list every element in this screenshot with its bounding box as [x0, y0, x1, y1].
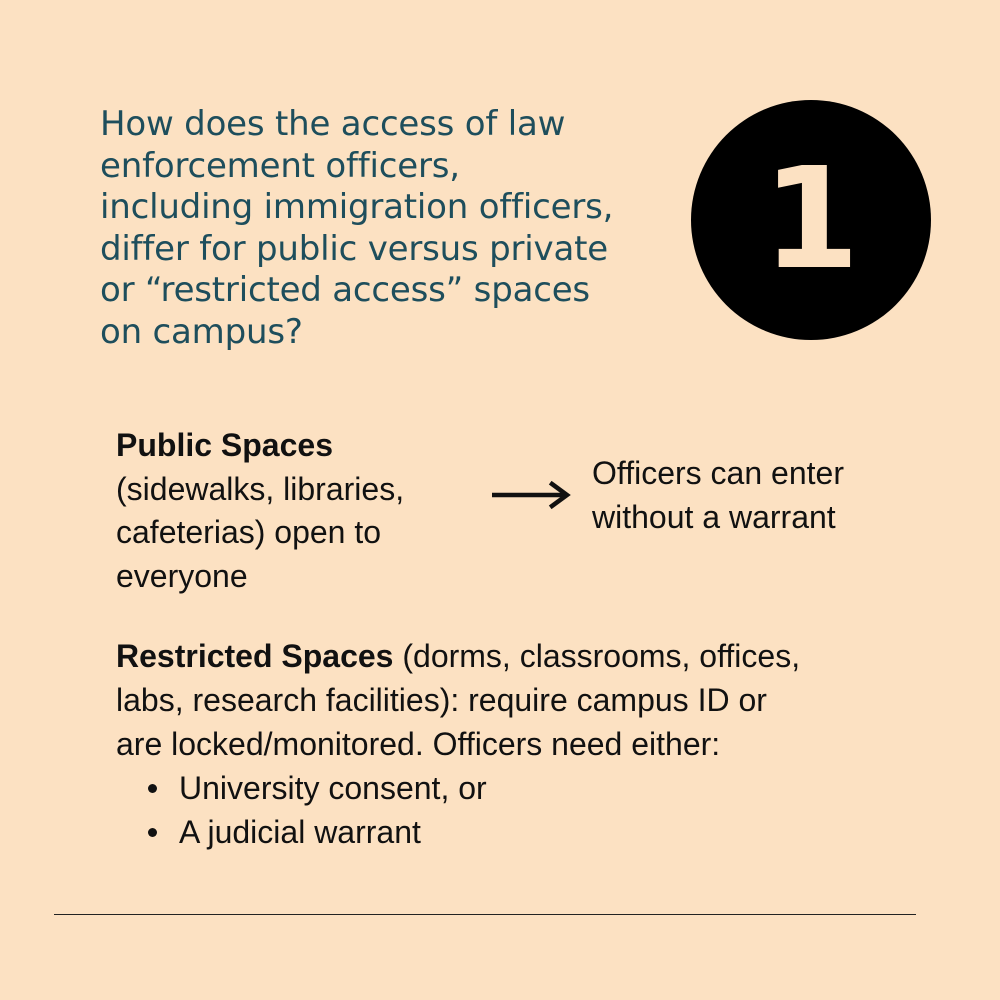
number-badge — [691, 100, 931, 340]
list-item — [116, 810, 956, 854]
divider — [54, 914, 916, 915]
result-line: without a warrant — [592, 498, 836, 535]
bullet-dot-icon — [148, 828, 157, 837]
question-line: enforcement officers, — [100, 145, 460, 186]
public-spaces-description-line: cafeterias) open to — [116, 514, 382, 550]
restricted-line: labs, research facilities): require campus ID or — [116, 682, 767, 718]
restricted-first-line — [116, 634, 956, 678]
public-spaces-block — [116, 424, 486, 598]
badge-number: 1 — [762, 138, 860, 301]
bullet-dot-icon — [148, 784, 157, 793]
restricted-line: are locked/monitored. Officers need either: — [116, 726, 721, 762]
list-item-text: University consent, or — [179, 770, 487, 806]
question-line: How does the access of law — [100, 104, 566, 144]
question-line: differ for public versus private — [100, 228, 608, 269]
question-heading — [100, 104, 680, 353]
question-line: including immigration officers, — [100, 187, 614, 227]
public-spaces-heading: Public Spaces — [116, 427, 333, 463]
restricted-spaces-heading: Restricted Spaces — [116, 638, 394, 674]
public-spaces-result — [592, 452, 932, 539]
public-spaces-description-line: (sidewalks, libraries, — [116, 470, 405, 507]
list-item — [116, 766, 956, 810]
result-line: Officers can enter — [592, 455, 844, 491]
right-arrow-icon — [490, 480, 572, 510]
list-item-text: A judicial warrant — [179, 814, 421, 850]
requirements-list — [116, 766, 956, 854]
question-line: or “restricted access” spaces — [100, 270, 590, 310]
question-line: on campus? — [100, 311, 303, 352]
public-spaces-description-line: everyone — [116, 557, 248, 594]
restricted-spaces-block — [116, 634, 956, 854]
restricted-spaces-description: (dorms, classrooms, offices, — [393, 638, 801, 674]
